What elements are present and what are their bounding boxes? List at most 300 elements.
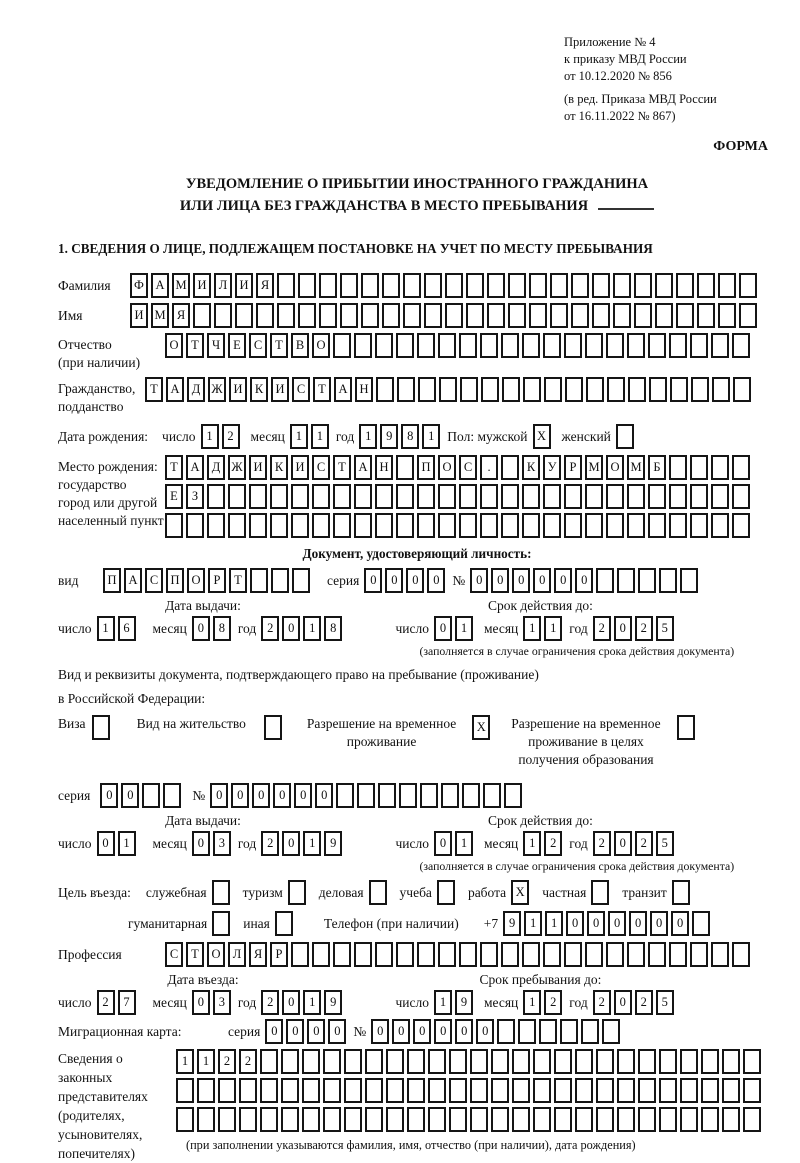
char-cell[interactable]: С [292, 377, 310, 402]
char-cell[interactable] [480, 484, 498, 509]
char-cell[interactable]: 0 [231, 783, 249, 808]
char-cell[interactable]: 9 [324, 990, 342, 1015]
char-cell[interactable]: 9 [503, 911, 521, 936]
char-cell[interactable]: Т [145, 377, 163, 402]
char-cell[interactable]: Е [165, 484, 183, 509]
char-cell[interactable]: П [417, 455, 435, 480]
char-cell[interactable]: Я [249, 942, 267, 967]
char-cell[interactable] [445, 303, 463, 328]
char-cell[interactable] [376, 377, 394, 402]
char-cell[interactable] [298, 273, 316, 298]
char-cell[interactable]: 0 [392, 1019, 410, 1044]
char-cell[interactable] [470, 1107, 488, 1132]
char-cell[interactable]: 0 [470, 568, 488, 593]
char-cell[interactable] [228, 484, 246, 509]
char-cell[interactable] [522, 484, 540, 509]
char-cell[interactable]: Т [270, 333, 288, 358]
char-cell[interactable] [616, 424, 634, 449]
char-cell[interactable]: 1 [545, 911, 563, 936]
char-cell[interactable]: Ж [208, 377, 226, 402]
char-cell[interactable]: 1 [290, 424, 308, 449]
char-cell[interactable] [277, 303, 295, 328]
char-cell[interactable] [212, 880, 230, 905]
char-cell[interactable] [585, 333, 603, 358]
char-cell[interactable]: 2 [635, 990, 653, 1015]
char-cell[interactable] [655, 303, 673, 328]
char-cell[interactable] [592, 273, 610, 298]
char-cell[interactable] [449, 1078, 467, 1103]
char-cell[interactable] [722, 1049, 740, 1074]
char-cell[interactable] [722, 1078, 740, 1103]
char-cell[interactable]: X [472, 715, 490, 740]
char-cell[interactable] [288, 880, 306, 905]
char-cell[interactable] [697, 303, 715, 328]
char-cell[interactable] [193, 303, 211, 328]
char-cell[interactable] [418, 377, 436, 402]
char-cell[interactable]: Ч [207, 333, 225, 358]
char-cell[interactable] [533, 1107, 551, 1132]
char-cell[interactable] [420, 783, 438, 808]
char-cell[interactable]: 1 [524, 911, 542, 936]
char-cell[interactable] [142, 783, 160, 808]
char-cell[interactable]: 0 [121, 783, 139, 808]
char-cell[interactable]: 1 [176, 1049, 194, 1074]
char-cell[interactable] [354, 484, 372, 509]
char-cell[interactable]: 0 [434, 1019, 452, 1044]
char-cell[interactable]: 5 [656, 831, 674, 856]
char-cell[interactable] [491, 1078, 509, 1103]
char-cell[interactable] [564, 513, 582, 538]
char-cell[interactable] [732, 513, 750, 538]
char-cell[interactable] [271, 568, 289, 593]
char-cell[interactable] [733, 377, 751, 402]
char-cell[interactable] [638, 568, 656, 593]
char-cell[interactable] [165, 513, 183, 538]
char-cell[interactable]: Н [355, 377, 373, 402]
char-cell[interactable] [743, 1078, 761, 1103]
char-cell[interactable] [554, 1078, 572, 1103]
char-cell[interactable] [711, 455, 729, 480]
char-cell[interactable] [369, 880, 387, 905]
char-cell[interactable]: С [249, 333, 267, 358]
char-cell[interactable] [606, 942, 624, 967]
char-cell[interactable] [365, 1078, 383, 1103]
char-cell[interactable] [529, 303, 547, 328]
char-cell[interactable]: 7 [118, 990, 136, 1015]
char-cell[interactable]: И [291, 455, 309, 480]
char-cell[interactable] [554, 1107, 572, 1132]
char-cell[interactable] [543, 484, 561, 509]
char-cell[interactable] [424, 303, 442, 328]
char-cell[interactable] [378, 783, 396, 808]
char-cell[interactable] [602, 1019, 620, 1044]
char-cell[interactable] [218, 1078, 236, 1103]
char-cell[interactable]: И [130, 303, 148, 328]
char-cell[interactable]: Е [228, 333, 246, 358]
char-cell[interactable] [470, 1078, 488, 1103]
char-cell[interactable] [591, 880, 609, 905]
char-cell[interactable]: 0 [282, 616, 300, 641]
char-cell[interactable] [323, 1049, 341, 1074]
char-cell[interactable] [617, 1049, 635, 1074]
char-cell[interactable] [592, 303, 610, 328]
char-cell[interactable] [382, 273, 400, 298]
char-cell[interactable]: 0 [406, 568, 424, 593]
char-cell[interactable]: Т [229, 568, 247, 593]
char-cell[interactable] [459, 484, 477, 509]
char-cell[interactable]: Н [375, 455, 393, 480]
char-cell[interactable] [403, 273, 421, 298]
char-cell[interactable] [319, 273, 337, 298]
char-cell[interactable] [672, 880, 690, 905]
char-cell[interactable] [466, 273, 484, 298]
char-cell[interactable] [396, 513, 414, 538]
char-cell[interactable] [207, 484, 225, 509]
char-cell[interactable]: А [334, 377, 352, 402]
char-cell[interactable]: 0 [97, 831, 115, 856]
char-cell[interactable] [365, 1049, 383, 1074]
char-cell[interactable]: А [354, 455, 372, 480]
char-cell[interactable]: П [166, 568, 184, 593]
char-cell[interactable] [460, 377, 478, 402]
char-cell[interactable]: 8 [401, 424, 419, 449]
char-cell[interactable] [312, 942, 330, 967]
char-cell[interactable] [606, 513, 624, 538]
char-cell[interactable]: 1 [118, 831, 136, 856]
char-cell[interactable] [501, 333, 519, 358]
char-cell[interactable]: У [543, 455, 561, 480]
char-cell[interactable]: 0 [587, 911, 605, 936]
char-cell[interactable] [291, 513, 309, 538]
char-cell[interactable] [575, 1049, 593, 1074]
char-cell[interactable]: Л [228, 942, 246, 967]
char-cell[interactable] [228, 513, 246, 538]
char-cell[interactable] [544, 377, 562, 402]
char-cell[interactable]: С [165, 942, 183, 967]
char-cell[interactable] [680, 568, 698, 593]
char-cell[interactable]: Я [172, 303, 190, 328]
char-cell[interactable] [466, 303, 484, 328]
char-cell[interactable]: О [165, 333, 183, 358]
char-cell[interactable]: 1 [197, 1049, 215, 1074]
char-cell[interactable] [676, 273, 694, 298]
char-cell[interactable]: 2 [593, 831, 611, 856]
char-cell[interactable]: И [271, 377, 289, 402]
char-cell[interactable]: Л [214, 273, 232, 298]
char-cell[interactable]: 0 [427, 568, 445, 593]
char-cell[interactable] [722, 1107, 740, 1132]
char-cell[interactable] [512, 1107, 530, 1132]
char-cell[interactable] [617, 568, 635, 593]
char-cell[interactable]: К [522, 455, 540, 480]
char-cell[interactable]: 0 [614, 616, 632, 641]
char-cell[interactable] [407, 1078, 425, 1103]
char-cell[interactable]: О [606, 455, 624, 480]
char-cell[interactable] [438, 484, 456, 509]
char-cell[interactable] [396, 333, 414, 358]
char-cell[interactable] [522, 942, 540, 967]
char-cell[interactable]: 0 [671, 911, 689, 936]
char-cell[interactable] [417, 333, 435, 358]
char-cell[interactable]: Ж [228, 455, 246, 480]
char-cell[interactable]: 0 [282, 990, 300, 1015]
char-cell[interactable] [617, 1078, 635, 1103]
char-cell[interactable] [361, 303, 379, 328]
char-cell[interactable] [585, 513, 603, 538]
char-cell[interactable] [260, 1107, 278, 1132]
char-cell[interactable] [275, 911, 293, 936]
char-cell[interactable] [596, 568, 614, 593]
char-cell[interactable]: 0 [294, 783, 312, 808]
char-cell[interactable]: 0 [328, 1019, 346, 1044]
char-cell[interactable] [176, 1078, 194, 1103]
char-cell[interactable] [627, 942, 645, 967]
char-cell[interactable]: С [145, 568, 163, 593]
char-cell[interactable] [207, 513, 225, 538]
char-cell[interactable]: Д [187, 377, 205, 402]
char-cell[interactable] [550, 273, 568, 298]
char-cell[interactable] [659, 1107, 677, 1132]
char-cell[interactable] [441, 783, 459, 808]
char-cell[interactable] [186, 513, 204, 538]
char-cell[interactable]: 0 [192, 616, 210, 641]
char-cell[interactable] [701, 1049, 719, 1074]
char-cell[interactable] [739, 303, 757, 328]
char-cell[interactable] [627, 333, 645, 358]
char-cell[interactable] [596, 1107, 614, 1132]
char-cell[interactable]: К [270, 455, 288, 480]
char-cell[interactable]: С [312, 455, 330, 480]
char-cell[interactable] [691, 377, 709, 402]
char-cell[interactable]: Т [165, 455, 183, 480]
char-cell[interactable]: Т [313, 377, 331, 402]
char-cell[interactable] [481, 377, 499, 402]
char-cell[interactable] [501, 455, 519, 480]
char-cell[interactable]: И [229, 377, 247, 402]
char-cell[interactable] [361, 273, 379, 298]
char-cell[interactable] [386, 1078, 404, 1103]
char-cell[interactable] [564, 484, 582, 509]
char-cell[interactable] [676, 303, 694, 328]
char-cell[interactable]: А [151, 273, 169, 298]
char-cell[interactable]: О [312, 333, 330, 358]
char-cell[interactable]: 0 [614, 990, 632, 1015]
char-cell[interactable]: 0 [575, 568, 593, 593]
char-cell[interactable] [669, 513, 687, 538]
char-cell[interactable]: 1 [303, 616, 321, 641]
char-cell[interactable]: 2 [97, 990, 115, 1015]
char-cell[interactable]: 0 [364, 568, 382, 593]
char-cell[interactable]: 9 [324, 831, 342, 856]
char-cell[interactable]: 1 [434, 990, 452, 1015]
char-cell[interactable] [523, 377, 541, 402]
char-cell[interactable] [648, 513, 666, 538]
char-cell[interactable]: 2 [635, 831, 653, 856]
char-cell[interactable]: 1 [311, 424, 329, 449]
char-cell[interactable] [669, 333, 687, 358]
char-cell[interactable] [522, 333, 540, 358]
char-cell[interactable] [92, 715, 110, 740]
char-cell[interactable]: 3 [213, 831, 231, 856]
char-cell[interactable]: 1 [523, 990, 541, 1015]
char-cell[interactable] [249, 484, 267, 509]
char-cell[interactable] [256, 303, 274, 328]
char-cell[interactable] [354, 513, 372, 538]
char-cell[interactable]: 0 [554, 568, 572, 593]
char-cell[interactable]: В [291, 333, 309, 358]
char-cell[interactable] [344, 1078, 362, 1103]
char-cell[interactable] [508, 303, 526, 328]
char-cell[interactable] [302, 1078, 320, 1103]
char-cell[interactable] [606, 333, 624, 358]
char-cell[interactable] [270, 513, 288, 538]
char-cell[interactable] [550, 303, 568, 328]
char-cell[interactable] [218, 1107, 236, 1132]
char-cell[interactable]: А [124, 568, 142, 593]
char-cell[interactable] [634, 273, 652, 298]
char-cell[interactable] [428, 1049, 446, 1074]
char-cell[interactable]: 1 [303, 831, 321, 856]
char-cell[interactable] [655, 273, 673, 298]
char-cell[interactable]: 5 [656, 616, 674, 641]
char-cell[interactable]: Я [256, 273, 274, 298]
char-cell[interactable] [340, 303, 358, 328]
char-cell[interactable] [344, 1049, 362, 1074]
char-cell[interactable] [333, 333, 351, 358]
char-cell[interactable] [403, 303, 421, 328]
char-cell[interactable] [669, 484, 687, 509]
char-cell[interactable]: М [151, 303, 169, 328]
char-cell[interactable] [697, 273, 715, 298]
char-cell[interactable]: 2 [222, 424, 240, 449]
char-cell[interactable] [680, 1107, 698, 1132]
char-cell[interactable]: 0 [512, 568, 530, 593]
char-cell[interactable]: М [627, 455, 645, 480]
char-cell[interactable] [340, 273, 358, 298]
char-cell[interactable] [277, 273, 295, 298]
char-cell[interactable] [617, 1107, 635, 1132]
char-cell[interactable] [613, 273, 631, 298]
char-cell[interactable] [627, 513, 645, 538]
char-cell[interactable]: 0 [533, 568, 551, 593]
char-cell[interactable] [732, 942, 750, 967]
char-cell[interactable] [518, 1019, 536, 1044]
char-cell[interactable] [669, 942, 687, 967]
char-cell[interactable]: 0 [455, 1019, 473, 1044]
char-cell[interactable] [445, 273, 463, 298]
char-cell[interactable] [250, 568, 268, 593]
char-cell[interactable] [365, 1107, 383, 1132]
char-cell[interactable] [718, 303, 736, 328]
char-cell[interactable] [291, 484, 309, 509]
char-cell[interactable]: 0 [100, 783, 118, 808]
char-cell[interactable] [575, 1078, 593, 1103]
char-cell[interactable] [386, 1107, 404, 1132]
char-cell[interactable] [302, 1049, 320, 1074]
char-cell[interactable] [375, 333, 393, 358]
char-cell[interactable] [319, 303, 337, 328]
char-cell[interactable]: 1 [97, 616, 115, 641]
char-cell[interactable]: Д [207, 455, 225, 480]
char-cell[interactable] [522, 513, 540, 538]
char-cell[interactable] [539, 1019, 557, 1044]
char-cell[interactable] [438, 942, 456, 967]
char-cell[interactable] [270, 484, 288, 509]
char-cell[interactable] [690, 513, 708, 538]
char-cell[interactable]: О [438, 455, 456, 480]
char-cell[interactable]: 5 [656, 990, 674, 1015]
char-cell[interactable] [323, 1078, 341, 1103]
char-cell[interactable] [382, 303, 400, 328]
char-cell[interactable] [613, 303, 631, 328]
char-cell[interactable] [449, 1049, 467, 1074]
char-cell[interactable] [585, 484, 603, 509]
char-cell[interactable] [501, 942, 519, 967]
char-cell[interactable]: 0 [434, 831, 452, 856]
char-cell[interactable] [323, 1107, 341, 1132]
char-cell[interactable] [648, 484, 666, 509]
char-cell[interactable] [529, 273, 547, 298]
char-cell[interactable] [732, 484, 750, 509]
char-cell[interactable]: 0 [566, 911, 584, 936]
char-cell[interactable] [680, 1078, 698, 1103]
char-cell[interactable]: 2 [218, 1049, 236, 1074]
char-cell[interactable] [163, 783, 181, 808]
char-cell[interactable] [497, 1019, 515, 1044]
char-cell[interactable] [212, 911, 230, 936]
char-cell[interactable] [197, 1107, 215, 1132]
char-cell[interactable] [260, 1049, 278, 1074]
char-cell[interactable]: 0 [614, 831, 632, 856]
char-cell[interactable] [462, 783, 480, 808]
char-cell[interactable]: 2 [261, 616, 279, 641]
char-cell[interactable] [483, 783, 501, 808]
char-cell[interactable] [690, 484, 708, 509]
char-cell[interactable] [333, 484, 351, 509]
char-cell[interactable] [291, 942, 309, 967]
char-cell[interactable]: А [166, 377, 184, 402]
char-cell[interactable]: А [186, 455, 204, 480]
char-cell[interactable] [449, 1107, 467, 1132]
char-cell[interactable] [354, 942, 372, 967]
char-cell[interactable] [718, 273, 736, 298]
char-cell[interactable]: 1 [523, 831, 541, 856]
char-cell[interactable]: И [193, 273, 211, 298]
char-cell[interactable]: 1 [544, 616, 562, 641]
char-cell[interactable] [407, 1107, 425, 1132]
char-cell[interactable]: М [172, 273, 190, 298]
char-cell[interactable] [543, 333, 561, 358]
char-cell[interactable] [690, 455, 708, 480]
char-cell[interactable]: 2 [239, 1049, 257, 1074]
char-cell[interactable] [533, 1078, 551, 1103]
char-cell[interactable] [701, 1078, 719, 1103]
char-cell[interactable]: 6 [118, 616, 136, 641]
char-cell[interactable] [407, 1049, 425, 1074]
char-cell[interactable]: X [533, 424, 551, 449]
char-cell[interactable] [711, 484, 729, 509]
char-cell[interactable]: К [250, 377, 268, 402]
char-cell[interactable] [508, 273, 526, 298]
char-cell[interactable] [564, 942, 582, 967]
char-cell[interactable] [732, 455, 750, 480]
char-cell[interactable] [575, 1107, 593, 1132]
char-cell[interactable]: Р [270, 942, 288, 967]
char-cell[interactable] [648, 942, 666, 967]
char-cell[interactable] [239, 1107, 257, 1132]
char-cell[interactable] [396, 484, 414, 509]
char-cell[interactable] [638, 1107, 656, 1132]
